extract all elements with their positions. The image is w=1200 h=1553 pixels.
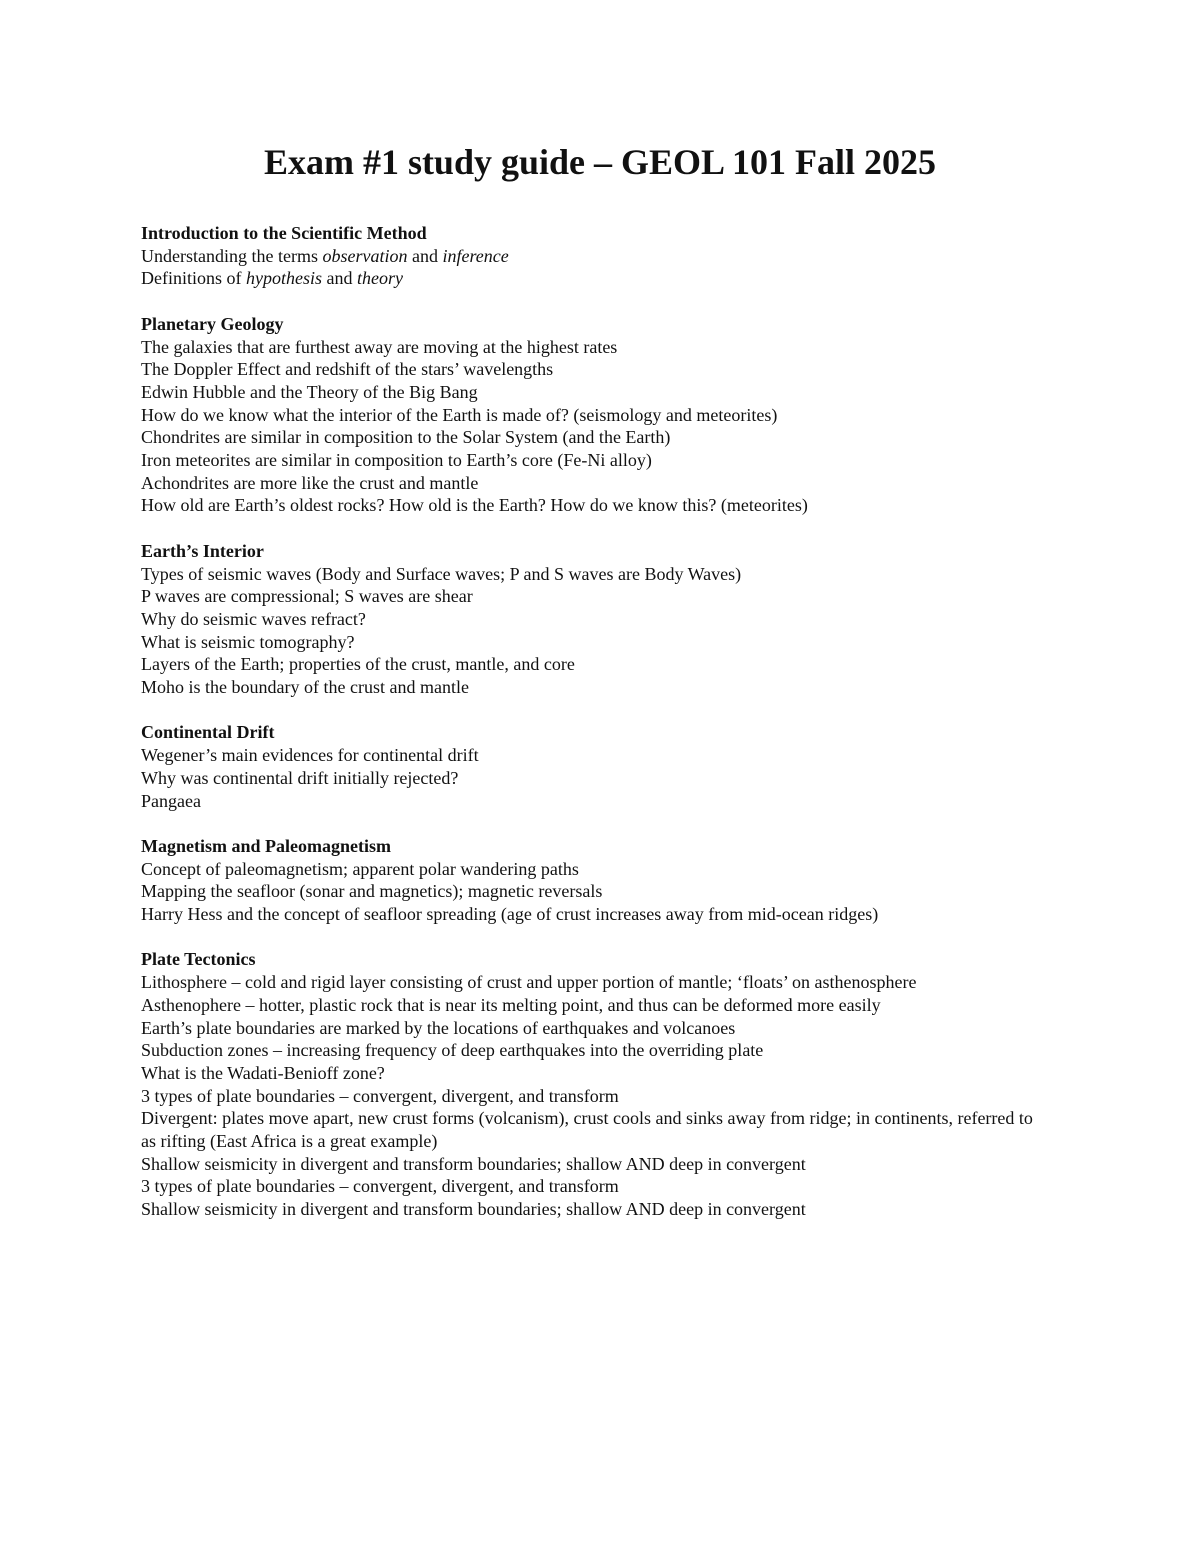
study-item [141, 404, 1041, 427]
study-item [141, 1085, 1041, 1108]
text-segment: Types of seismic waves (Body and Surface waves; P and S waves are Body Waves) [141, 563, 742, 584]
section [141, 721, 1041, 812]
study-item [141, 426, 1041, 449]
study-item [141, 1198, 1041, 1221]
text-segment: Concept of paleomagnetism; apparent polar wandering paths [141, 858, 579, 879]
text-segment: and [407, 245, 443, 266]
study-item [141, 767, 1041, 790]
text-segment: How old are Earth’s oldest rocks? How old is the Earth? How do we know this? (meteorites) [141, 495, 808, 516]
text-segment: Earth’s plate boundaries are marked by the locations of earthquakes and volcanoes [141, 1017, 736, 1038]
study-item [141, 449, 1041, 472]
section-heading: Magnetism and Paleomagnetism [141, 835, 391, 856]
study-item [141, 744, 1041, 767]
text-segment: Harry Hess and the concept of seafloor spreading (age of crust increases away from mid-ocean ridges) [141, 904, 879, 925]
section-heading: Planetary Geology [141, 313, 284, 334]
study-item [141, 1153, 1041, 1176]
study-item [141, 994, 1041, 1017]
text-segment: Shallow seismicity in divergent and transform boundaries; shallow AND deep in convergent [141, 1199, 806, 1220]
text-segment: Understanding the terms [141, 245, 323, 266]
italic-term: inference [442, 245, 509, 266]
section-heading: Introduction to the Scientific Method [141, 223, 427, 243]
study-item [141, 880, 1041, 903]
study-item [141, 903, 1041, 926]
study-guide-content [141, 222, 1041, 1244]
text-segment: and [322, 268, 357, 289]
study-item [141, 971, 1041, 994]
text-segment: Why was continental drift initially rejected? [141, 767, 459, 788]
page-title: Exam #1 study guide – GEOL 101 Fall 2025 [263, 142, 937, 182]
study-item [141, 563, 1041, 586]
text-segment: P waves are compressional; S waves are shear [141, 586, 473, 607]
text-segment: Asthenophere – hotter, plastic rock that is near its melting point, and thus can be deformed more easily [141, 994, 881, 1015]
study-item [141, 494, 1041, 517]
text-segment: Why do seismic waves refract? [141, 608, 366, 629]
study-item [141, 1039, 1041, 1062]
section [141, 835, 1041, 926]
study-item [141, 267, 1041, 290]
text-segment: Definitions of [141, 268, 246, 289]
text-segment: Chondrites are similar in composition to the Solar System (and the Earth) [141, 427, 671, 448]
text-segment: Subduction zones – increasing frequency of deep earthquakes into the overriding plate [141, 1040, 764, 1061]
study-item [141, 245, 1041, 268]
study-item [141, 358, 1041, 381]
study-item [141, 653, 1041, 676]
study-item [141, 472, 1041, 495]
text-segment: The Doppler Effect and redshift of the stars’ wavelengths [141, 359, 554, 380]
text-segment: What is the Wadati-Benioff zone? [141, 1062, 385, 1083]
text-segment: 3 types of plate boundaries – convergent, divergent, and transform [141, 1085, 619, 1106]
study-item [141, 1107, 1041, 1152]
section [141, 948, 1041, 1220]
study-item [141, 676, 1041, 699]
text-segment: What is seismic tomography? [141, 631, 355, 652]
study-item [141, 585, 1041, 608]
study-item [141, 336, 1041, 359]
study-item [141, 858, 1041, 881]
section [141, 222, 1041, 290]
text-segment: Mapping the seafloor (sonar and magnetics); magnetic reversals [141, 881, 603, 902]
text-segment: Shallow seismicity in divergent and transform boundaries; shallow AND deep in convergent [141, 1153, 806, 1174]
text-segment: Wegener’s main evidences for continental drift [141, 745, 479, 766]
study-item [141, 631, 1041, 654]
section [141, 540, 1041, 699]
italic-term: theory [357, 268, 403, 289]
text-segment: How do we know what the interior of the Earth is made of? (seismology and meteorites) [141, 404, 778, 425]
study-item [141, 381, 1041, 404]
section-heading: Earth’s Interior [141, 540, 264, 561]
section-heading: Continental Drift [141, 722, 275, 743]
text-segment: Moho is the boundary of the crust and mantle [141, 677, 469, 698]
text-segment: Lithosphere – cold and rigid layer consisting of crust and upper portion of mantle; ‘floats’ on asthenosphere [141, 972, 917, 993]
text-segment: Divergent: plates move apart, new crust forms (volcanism), crust cools and sinks away from ridge; in continents, referred to as rifting (East Africa is a great example) [141, 1108, 1033, 1152]
text-segment: Edwin Hubble and the Theory of the Big Bang [141, 381, 478, 402]
italic-term: observation [322, 245, 408, 266]
text-segment: The galaxies that are furthest away are moving at the highest rates [141, 336, 618, 357]
study-item [141, 608, 1041, 631]
section [141, 313, 1041, 517]
study-item [141, 790, 1041, 813]
section-heading: Plate Tectonics [141, 949, 256, 970]
text-segment: Layers of the Earth; properties of the crust, mantle, and core [141, 654, 575, 675]
text-segment: Pangaea [141, 790, 201, 811]
italic-term: hypothesis [246, 268, 322, 289]
study-item [141, 1175, 1041, 1198]
text-segment: Achondrites are more like the crust and mantle [141, 472, 479, 493]
study-item [141, 1062, 1041, 1085]
text-segment: Iron meteorites are similar in composition to Earth’s core (Fe-Ni alloy) [141, 450, 652, 471]
study-item [141, 1017, 1041, 1040]
text-segment: 3 types of plate boundaries – convergent, divergent, and transform [141, 1176, 619, 1197]
